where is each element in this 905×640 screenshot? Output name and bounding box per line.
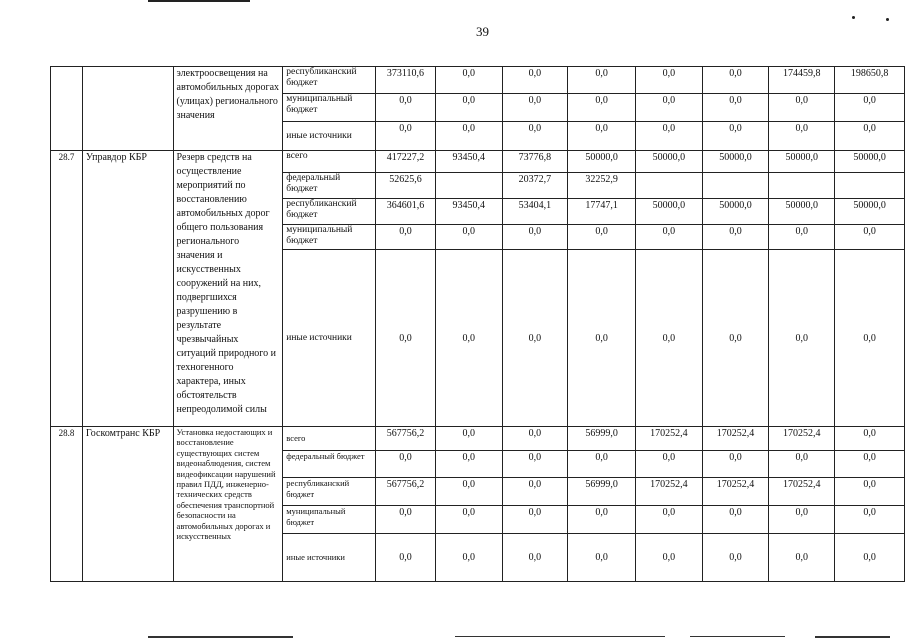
- value-cell: 17747,1: [568, 199, 636, 225]
- value-cell: 0,0: [835, 427, 905, 451]
- value-cell: 0,0: [702, 506, 769, 534]
- value-cell: 0,0: [568, 250, 636, 427]
- value-cell: [435, 173, 502, 199]
- value-cell: 0,0: [702, 250, 769, 427]
- value-cell: 0,0: [376, 534, 436, 582]
- value-cell: 0,0: [635, 122, 702, 151]
- value-cell: 50000,0: [702, 199, 769, 225]
- value-cell: 0,0: [435, 534, 502, 582]
- value-cell: 93450,4: [435, 199, 502, 225]
- value-cell: 0,0: [502, 122, 568, 151]
- value-cell: 0,0: [702, 94, 769, 122]
- value-cell: 0,0: [635, 225, 702, 250]
- value-cell: 50000,0: [769, 151, 835, 173]
- table-row: [51, 67, 905, 94]
- value-cell: 0,0: [835, 225, 905, 250]
- top-rule: [148, 0, 250, 2]
- index-cell: [51, 67, 83, 151]
- value-cell: 364601,6: [376, 199, 436, 225]
- source-label: республиканский бюджет: [283, 67, 376, 94]
- value-cell: 0,0: [376, 506, 436, 534]
- value-cell: 0,0: [702, 122, 769, 151]
- value-cell: 0,0: [502, 427, 568, 451]
- value-cell: 417227,2: [376, 151, 436, 173]
- source-label: республиканский бюджет: [283, 199, 376, 225]
- value-cell: 50000,0: [568, 151, 636, 173]
- value-cell: 198650,8: [835, 67, 905, 94]
- measure-description: Установка недостающих и восстановление существующих систем видеонаблюдения, систем видеофиксации нарушений правил ПДД, инженерно-технических средств обеспечения транспортной безопасности на автомобильных дорогах и искусственных: [173, 427, 283, 582]
- value-cell: 0,0: [568, 122, 636, 151]
- value-cell: 0,0: [435, 94, 502, 122]
- value-cell: 174459,8: [769, 67, 835, 94]
- value-cell: 0,0: [376, 122, 436, 151]
- value-cell: 0,0: [835, 94, 905, 122]
- source-label: иные источники: [283, 534, 376, 582]
- value-cell: 567756,2: [376, 478, 436, 506]
- bottom-rule: [815, 636, 890, 638]
- source-label: иные источники: [283, 250, 376, 427]
- value-cell: 0,0: [835, 250, 905, 427]
- value-cell: 0,0: [702, 225, 769, 250]
- value-cell: 50000,0: [769, 199, 835, 225]
- value-cell: 0,0: [502, 506, 568, 534]
- value-cell: 0,0: [435, 225, 502, 250]
- value-cell: 0,0: [568, 506, 636, 534]
- value-cell: 0,0: [769, 534, 835, 582]
- value-cell: 0,0: [568, 225, 636, 250]
- value-cell: 50000,0: [635, 151, 702, 173]
- source-label: федеральный бюджет: [283, 451, 376, 478]
- bottom-rule: [148, 636, 293, 638]
- value-cell: 73776,8: [502, 151, 568, 173]
- measure-description: электроосвещения на автомобильных дорогах (улицах) регионального значения: [173, 67, 283, 151]
- value-cell: 0,0: [568, 534, 636, 582]
- value-cell: 52625,6: [376, 173, 436, 199]
- value-cell: 0,0: [835, 451, 905, 478]
- value-cell: 20372,7: [502, 173, 568, 199]
- value-cell: 170252,4: [635, 478, 702, 506]
- row-index: 28.8: [51, 427, 83, 582]
- value-cell: 0,0: [769, 225, 835, 250]
- value-cell: 0,0: [435, 67, 502, 94]
- value-cell: 0,0: [435, 122, 502, 151]
- value-cell: 373110,6: [376, 67, 436, 94]
- value-cell: 0,0: [635, 534, 702, 582]
- source-label: всего: [283, 427, 376, 451]
- source-label: федеральный бюджет: [283, 173, 376, 199]
- value-cell: 170252,4: [769, 427, 835, 451]
- value-cell: [769, 173, 835, 199]
- value-cell: 0,0: [502, 534, 568, 582]
- value-cell: 0,0: [376, 250, 436, 427]
- executor-name: Управдор КБР: [82, 151, 173, 427]
- value-cell: 0,0: [376, 94, 436, 122]
- value-cell: 0,0: [635, 506, 702, 534]
- value-cell: 0,0: [502, 67, 568, 94]
- source-label: муниципальный бюджет: [283, 506, 376, 534]
- value-cell: 0,0: [635, 451, 702, 478]
- value-cell: 0,0: [502, 94, 568, 122]
- value-cell: 170252,4: [635, 427, 702, 451]
- value-cell: 0,0: [568, 451, 636, 478]
- value-cell: 0,0: [376, 225, 436, 250]
- value-cell: 56999,0: [568, 427, 636, 451]
- value-cell: 0,0: [502, 250, 568, 427]
- value-cell: 0,0: [435, 427, 502, 451]
- value-cell: 170252,4: [769, 478, 835, 506]
- executor-cell: [82, 67, 173, 151]
- scan-mark: [886, 18, 889, 21]
- value-cell: 0,0: [835, 506, 905, 534]
- value-cell: 0,0: [702, 451, 769, 478]
- bottom-rule: [690, 636, 785, 637]
- value-cell: 0,0: [769, 122, 835, 151]
- value-cell: 0,0: [769, 506, 835, 534]
- value-cell: 0,0: [502, 451, 568, 478]
- executor-name: Госкомтранс КБР: [82, 427, 173, 582]
- source-label: иные источники: [283, 122, 376, 151]
- row-index: 28.7: [51, 151, 83, 427]
- value-cell: 0,0: [635, 67, 702, 94]
- value-cell: 0,0: [769, 451, 835, 478]
- value-cell: 0,0: [835, 478, 905, 506]
- budget-table: [50, 66, 905, 582]
- value-cell: 0,0: [435, 478, 502, 506]
- value-cell: 0,0: [702, 534, 769, 582]
- value-cell: 0,0: [435, 506, 502, 534]
- table-row: [51, 427, 905, 451]
- value-cell: [702, 173, 769, 199]
- value-cell: 0,0: [835, 534, 905, 582]
- scan-mark: [852, 16, 855, 19]
- bottom-rule: [455, 636, 665, 637]
- value-cell: 0,0: [502, 478, 568, 506]
- measure-description: Резерв средств на осуществление мероприятий по восстановлению автомобильных дорог общего пользования регионального значения и искусственных сооружений на них, подвергшихся разрушению в результате чрезвычайных ситуаций природного и техногенного характера, иных обстоятельств непреодолимой силы: [173, 151, 283, 427]
- value-cell: [835, 173, 905, 199]
- value-cell: 32252,9: [568, 173, 636, 199]
- value-cell: 0,0: [702, 67, 769, 94]
- source-label: муниципальный бюджет: [283, 225, 376, 250]
- value-cell: 0,0: [769, 250, 835, 427]
- value-cell: 0,0: [635, 250, 702, 427]
- value-cell: 0,0: [568, 94, 636, 122]
- source-label: муниципальный бюджет: [283, 94, 376, 122]
- value-cell: 0,0: [635, 94, 702, 122]
- table-row: [51, 151, 905, 173]
- value-cell: [635, 173, 702, 199]
- value-cell: 0,0: [435, 451, 502, 478]
- value-cell: 50000,0: [835, 151, 905, 173]
- value-cell: 93450,4: [435, 151, 502, 173]
- value-cell: 56999,0: [568, 478, 636, 506]
- value-cell: 0,0: [502, 225, 568, 250]
- value-cell: 567756,2: [376, 427, 436, 451]
- value-cell: 170252,4: [702, 478, 769, 506]
- value-cell: 0,0: [835, 122, 905, 151]
- value-cell: 53404,1: [502, 199, 568, 225]
- source-label: всего: [283, 151, 376, 173]
- value-cell: 50000,0: [702, 151, 769, 173]
- value-cell: 0,0: [769, 94, 835, 122]
- value-cell: 0,0: [435, 250, 502, 427]
- value-cell: 170252,4: [702, 427, 769, 451]
- source-label: республиканский бюджет: [283, 478, 376, 506]
- value-cell: 50000,0: [835, 199, 905, 225]
- page-number: 39: [476, 24, 489, 39]
- value-cell: 0,0: [568, 67, 636, 94]
- value-cell: 50000,0: [635, 199, 702, 225]
- value-cell: 0,0: [376, 451, 436, 478]
